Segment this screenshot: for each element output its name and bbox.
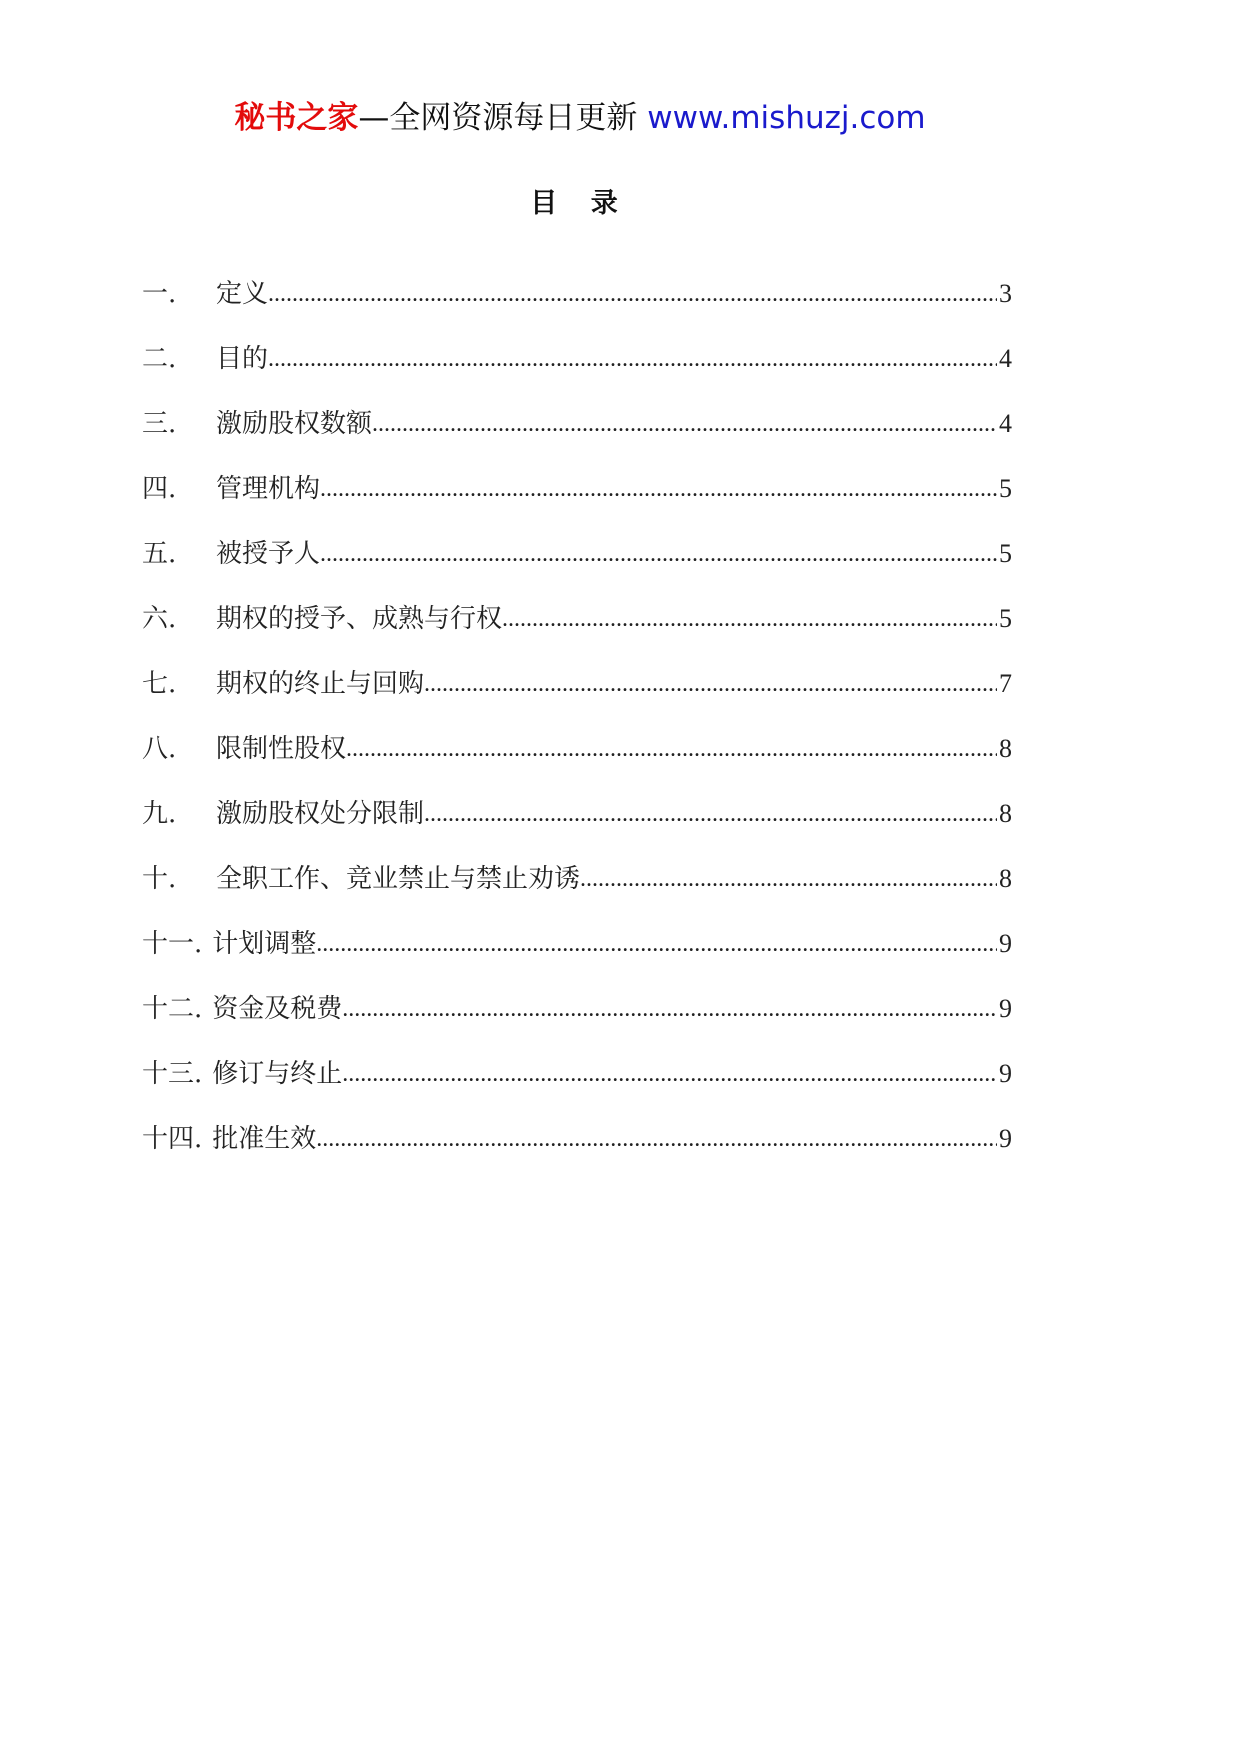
toc-entry[interactable] bbox=[142, 339, 1012, 404]
toc-entry-page: 8 bbox=[999, 734, 1012, 763]
toc-entry-label: 定义 bbox=[216, 279, 269, 309]
toc-dot-leader bbox=[342, 989, 997, 1029]
toc-entry-number: 十四. bbox=[142, 1124, 203, 1154]
toc-entry-number: 十一. bbox=[142, 929, 203, 959]
toc-entry-page: 8 bbox=[999, 864, 1012, 893]
toc-entry-label: 目的 bbox=[216, 344, 269, 374]
toc-entry-number: 二. bbox=[142, 344, 177, 374]
toc-entry-number: 一. bbox=[142, 279, 177, 309]
toc-dot-leader bbox=[346, 729, 997, 769]
toc-entry-page: 5 bbox=[999, 474, 1012, 503]
toc-dot-leader bbox=[320, 469, 997, 509]
toc-dot-leader bbox=[502, 599, 997, 639]
toc-entry-label: 期权的终止与回购 bbox=[216, 669, 425, 699]
toc-entry-label: 修订与终止 bbox=[212, 1059, 343, 1089]
toc-entry[interactable] bbox=[142, 1054, 1012, 1119]
toc-entry-label: 限制性股权 bbox=[216, 734, 347, 764]
toc-entry-number: 八. bbox=[142, 734, 177, 764]
toc-dot-leader bbox=[580, 859, 997, 899]
toc-dot-leader bbox=[372, 404, 997, 444]
toc-entry-page: 4 bbox=[999, 344, 1012, 373]
toc-entry[interactable] bbox=[142, 729, 1012, 794]
toc-entry-label: 资金及税费 bbox=[212, 994, 343, 1024]
banner-tagline: —全网资源每日更新 bbox=[358, 100, 638, 136]
toc-entry-page: 5 bbox=[999, 604, 1012, 633]
toc-entry-label: 被授予人 bbox=[216, 539, 321, 569]
toc-entry-page: 7 bbox=[999, 669, 1012, 698]
toc-entry[interactable] bbox=[142, 924, 1012, 989]
toc-dot-leader bbox=[268, 339, 997, 379]
toc-entry-page: 8 bbox=[999, 799, 1012, 828]
toc-entry-number: 十三. bbox=[142, 1059, 203, 1089]
site-banner bbox=[0, 98, 1160, 138]
toc-entry-page: 9 bbox=[999, 994, 1012, 1023]
toc-entry-number: 十. bbox=[142, 864, 177, 894]
toc-entry-number: 九. bbox=[142, 799, 177, 829]
toc-entry-label: 批准生效 bbox=[212, 1124, 317, 1154]
toc-dot-leader bbox=[424, 794, 997, 834]
toc-entry-number: 三. bbox=[142, 409, 177, 439]
toc-dot-leader bbox=[316, 1119, 997, 1159]
toc-entry[interactable] bbox=[142, 274, 1012, 339]
toc-entry-label: 计划调整 bbox=[212, 929, 317, 959]
toc-entry-page: 3 bbox=[999, 279, 1012, 308]
toc-entry-page: 5 bbox=[999, 539, 1012, 568]
toc-dot-leader bbox=[342, 1054, 997, 1094]
toc-entry-number: 十二. bbox=[142, 994, 203, 1024]
toc-entry[interactable] bbox=[142, 404, 1012, 469]
toc-dot-leader bbox=[316, 924, 997, 964]
toc-entry[interactable] bbox=[142, 1119, 1012, 1184]
toc-entry-page: 9 bbox=[999, 1059, 1012, 1088]
toc-entry-page: 9 bbox=[999, 929, 1012, 958]
toc-entry-label: 管理机构 bbox=[216, 474, 321, 504]
toc-entry-label: 期权的授予、成熟与行权 bbox=[216, 604, 503, 634]
toc-entry-page: 9 bbox=[999, 1124, 1012, 1153]
table-of-contents bbox=[142, 274, 1012, 1184]
toc-dot-leader bbox=[424, 664, 997, 704]
toc-entry[interactable] bbox=[142, 859, 1012, 924]
toc-entry[interactable] bbox=[142, 664, 1012, 729]
toc-entry-number: 五. bbox=[142, 539, 177, 569]
toc-entry[interactable] bbox=[142, 599, 1012, 664]
toc-entry[interactable] bbox=[142, 469, 1012, 534]
toc-dot-leader bbox=[268, 274, 997, 314]
toc-entry-label: 激励股权处分限制 bbox=[216, 799, 425, 829]
toc-entry-number: 四. bbox=[142, 474, 177, 504]
toc-dot-leader bbox=[320, 534, 997, 574]
toc-entry[interactable] bbox=[142, 989, 1012, 1054]
toc-entry[interactable] bbox=[142, 794, 1012, 859]
toc-entry-number: 六. bbox=[142, 604, 177, 634]
brand-name: 秘书之家 bbox=[234, 100, 359, 136]
site-url[interactable]: www.mishuzj.com bbox=[647, 100, 926, 136]
toc-entry-label: 全职工作、竞业禁止与禁止劝诱 bbox=[216, 864, 581, 894]
toc-entry-page: 4 bbox=[999, 409, 1012, 438]
toc-entry-label: 激励股权数额 bbox=[216, 409, 373, 439]
toc-entry-number: 七. bbox=[142, 669, 177, 699]
toc-entry[interactable] bbox=[142, 534, 1012, 599]
toc-title: 目 录 bbox=[530, 188, 630, 219]
